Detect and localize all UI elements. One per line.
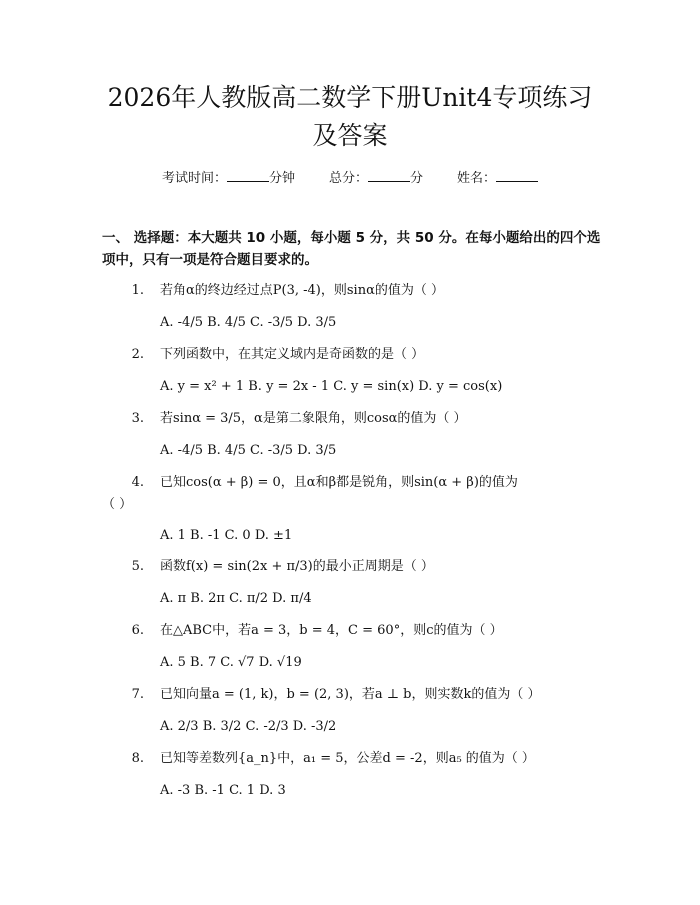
question-text: 下列函数中，在其定义域内是奇函数的是（ ） [160,347,425,362]
question-text: 函数f(x) = sin(2x + π/3)的最小正周期是（ ） [160,559,434,574]
question-number: 2. [131,347,144,362]
name-label: 姓名： [457,171,497,186]
question-number: 8. [131,751,144,766]
score-unit: 分 [410,171,424,186]
score-label: 总分： [328,171,368,186]
score-blank [368,168,410,182]
document-title-line2: 及答案 [312,121,388,150]
time-label: 考试时间： [161,171,227,186]
section-heading-line1: 一、 选择题：本大题共 10 小题，每小题 5 分，共 50 分。在每小题给出的四个选 [102,230,601,246]
question-1-options: A. -4/5 B. 4/5 C. -3/5 D. 3/5 [160,315,337,330]
question-text: 在△ABC中，若a = 3，b = 4，C = 60°，则c的值为（ ） [160,623,503,638]
name-blank [496,168,538,182]
question-text: 已知等差数列{a_n}中，a₁ = 5，公差d = -2，则a₅ 的值为（ ） [160,751,535,766]
document-title-line1: 2026年人教版高二数学下册Unit4专项练习 [107,83,593,112]
question-text: 已知向量a = (1, k)，b = (2, 3)，若a ⊥ b，则实数k的值为（ ） [160,687,541,702]
question-number: 5. [131,559,144,574]
question-6-options: A. 5 B. 7 C. √7 D. √19 [160,655,302,670]
question-7-options: A. 2/3 B. 3/2 C. -2/3 D. -3/2 [160,719,337,734]
question-number: 4. [131,475,144,490]
question-3-options: A. -4/5 B. 4/5 C. -3/5 D. 3/5 [160,443,337,458]
question-number: 1. [131,283,144,298]
question-5-options: A. π B. 2π C. π/2 D. π/4 [160,591,312,606]
question-number: 7. [131,687,144,702]
time-blank [227,168,269,182]
question-text: 若sinα = 3/5，α是第二象限角，则cosα的值为（ ） [160,411,467,426]
time-unit: 分钟 [268,171,295,186]
question-text: 已知cos(α + β) = 0，且α和β都是锐角，则sin(α + β)的值为 [160,475,518,490]
question-number: 3. [131,411,144,426]
question-8-options: A. -3 B. -1 C. 1 D. 3 [160,783,286,798]
question-text: 若角α的终边经过点P(3, -4)，则sinα的值为（ ） [160,283,444,298]
exam-meta-line [0,168,700,188]
question-4-continuation: （ ） [102,497,133,512]
question-number: 6. [131,623,144,638]
question-2-options: A. y = x² + 1 B. y = 2x - 1 C. y = sin(x) D. y = cos(x) [160,379,503,394]
section-heading-line2: 项中，只有一项是符合题目要求的。 [102,252,318,268]
question-4-options: A. 1 B. -1 C. 0 D. ±1 [160,528,293,543]
